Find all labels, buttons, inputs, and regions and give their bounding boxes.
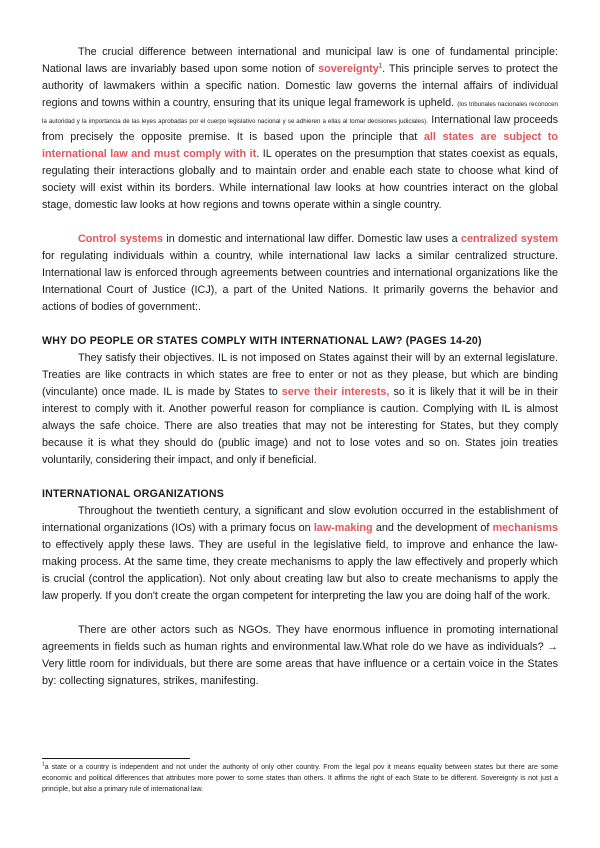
text-run: so it is likely that it will be in their interest to comply with it. Another powerful reason for compliance is caution. Complying with IL is almost always the safe choice. There are also treaties that may not be interesting for States, but they comply because it is what they should do (public image) and not to lose votes and so on. States join treaties voluntarily, considering their impact, and only if beneficial. xyxy=(42,386,558,466)
text-run: . This principle serves to protect the authority of lawmakers within a specific nation. Domestic law governs the internal affairs of individual regions and towns within a country, ensuring that its unique legal framework is upheld. xyxy=(42,63,559,109)
paragraph-sovereignty xyxy=(42,44,558,214)
footnote-divider xyxy=(42,758,190,759)
heading-international-organizations: INTERNATIONAL ORGANIZATIONS xyxy=(42,488,224,500)
paragraph-ngos xyxy=(42,622,558,690)
highlight-states-subject: all states are subject to international law and must comply with it xyxy=(42,131,558,160)
document-body xyxy=(42,44,558,690)
text-run: to effectively apply these laws. They are useful in the legislative field, to improve and enhance the law-making process. At the same time, they create mechanisms to apply the law effectively and properly which is crucial (control the application). Not only about creating law but also to create mechanisms to apply the law properly. If you don't create the organ competent for interpreting the law you are doing half of the work. xyxy=(42,539,558,602)
highlight-law-making: law-making xyxy=(313,522,373,534)
paragraph-compliance xyxy=(42,350,558,469)
text-run: They satisfy their objectives. IL is not imposed on States against their will by an external legislature. Treaties are like contracts in which states are free to enter or not as they please, but which are binding (vinculante) once made. IL is made by States to xyxy=(42,352,558,398)
text-run: There are other actors such as NGOs. They have enormous influence in promoting international agreements in fields such as human rights and environmental law.What role do we have as individuals? → Very little room for individuals, but there are some areas that have influence or a certain voice in the States by: collecting signatures, strikes, manifesting. xyxy=(42,624,558,687)
highlight-sovereignty: sovereignty xyxy=(318,63,379,75)
footnote-ref: 1 xyxy=(378,63,383,70)
highlight-mechanisms: mechanisms xyxy=(492,522,558,534)
text-run: and the development of xyxy=(372,522,493,534)
highlight-control-systems: Control systems xyxy=(78,233,163,245)
text-run: The crucial difference between international and municipal law is one of fundamental principle: National laws are invariably based upon some notion of xyxy=(42,46,558,75)
highlight-serve-interests: serve their interests, xyxy=(281,386,390,398)
footnote-text: a state or a country is independent and not under the authority of only other country. From the legal pov it means equality between states but there are some economic and political differences that attributes more power to some states than others. It affirms the right of each State to be different. Sovereignty is not just a principle, but also a primary rule of international law. xyxy=(42,764,558,793)
text-run: for regulating individuals within a country, while international law lacks a similar centralized structure. International law is enforced through agreements between countries and international organizations like the International Court of Justice (ICJ), a part of the United Nations. It primarily governs the behavior and actions of bodies of government:. xyxy=(42,250,558,313)
paragraph-ios xyxy=(42,503,558,605)
heading-why-comply: WHY DO PEOPLE OR STATES COMPLY WITH INTERNATIONAL LAW? (PAGES 14-20) xyxy=(42,335,482,347)
footnote-number: 1 xyxy=(42,761,45,768)
highlight-centralized-system: centralized system xyxy=(460,233,558,245)
text-run: . IL operates on the presumption that states coexist as equals, regulating their interactions globally and to maintain order and enable each state to choose what kind of society will exist within its borders. While international law looks at how countries interact on the global stage, domestic law looks at how regions and towns operate within a single country. xyxy=(42,148,558,211)
paragraph-control-systems xyxy=(42,231,558,316)
footnote xyxy=(42,762,558,795)
spanish-note: (los tribunales nacionales reconocen la autoridad y la importancia de las leyes aprobadas por el cuerpo legislativo nacional y se adhieren a ellas al tomar decisiones judiciales). xyxy=(42,101,558,125)
text-run: in domestic and international law differ. Domestic law uses a xyxy=(162,233,461,245)
text-run: International law proceeds from precisely the opposite premise. It is based upon the principle that xyxy=(42,114,559,143)
text-run: Throughout the twentieth century, a significant and slow evolution occurred in the establishment of international organizations (IOs) with a primary focus on xyxy=(42,505,558,534)
